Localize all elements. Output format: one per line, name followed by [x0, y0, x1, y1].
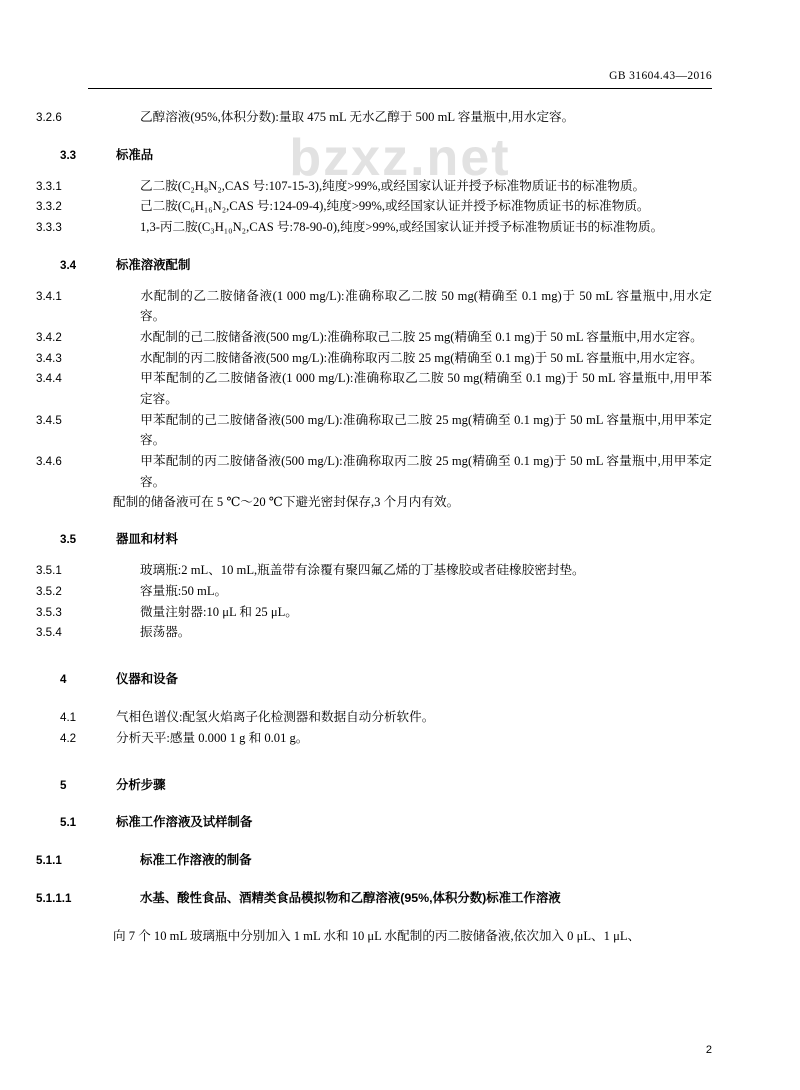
clause-number: 3.3.1	[36, 179, 62, 193]
clause-text: 玻璃瓶:2 mL、10 mL,瓶盖带有涂覆有聚四氟乙烯的丁基橡胶或者硅橡胶密封垫。	[140, 563, 585, 578]
clause-3-3-3	[36, 217, 712, 238]
clause-text: 气相色谱仪:配氢火焰离子化检测器和数据自动分析软件。	[116, 710, 435, 725]
clause-5-1-1-1-body: 向 7 个 10 mL 玻璃瓶中分别加入 1 mL 水和 10 μL 水配制的丙二胺储备液,依次加入 0 μL、1 μL、	[113, 928, 641, 943]
clause-number: 3.5.4	[36, 626, 62, 640]
clause-3-3-2	[36, 196, 712, 217]
clause-number: 5.1.1.1	[36, 891, 72, 905]
clause-text: 器皿和材料	[116, 532, 178, 547]
clause-number: 5	[60, 778, 67, 792]
clause-3-5-heading	[60, 529, 712, 550]
clause-number: 3.4.2	[36, 330, 62, 344]
clause-text: 水基、酸性食品、酒精类食品模拟物和乙醇溶液(95%,体积分数)标准工作溶液	[140, 890, 561, 905]
page-number: 2	[705, 1044, 712, 1056]
clause-number: 5.1	[60, 816, 77, 830]
clause-3-5-1	[36, 560, 712, 581]
clause-number: 3.4.5	[36, 413, 62, 427]
clause-3-4-6	[36, 451, 712, 492]
clause-5-1-1-1-heading	[36, 888, 712, 909]
clause-text: 分析步骤	[116, 777, 166, 792]
clause-text: 标准品	[116, 147, 154, 162]
clause-4-2	[60, 728, 712, 749]
clause-number: 3.4.6	[36, 454, 62, 468]
clause-number: 3.3.3	[36, 221, 62, 235]
clause-text: 甲苯配制的己二胺储备液(500 mg/L):准确称取己二胺 25 mg(精确至 0.1 mg)于 50 mL 容量瓶中,用甲苯定容。	[140, 412, 712, 448]
clause-5-1-1-heading	[36, 850, 712, 871]
clause-3-4-1	[36, 286, 712, 327]
clause-3-3-heading	[60, 145, 712, 166]
clause-text: 容量瓶:50 mL。	[140, 583, 228, 598]
clause-text: 微量注射器:10 μL 和 25 μL。	[140, 604, 298, 619]
clause-3-5-2	[36, 581, 712, 602]
clause-text: 甲苯配制的乙二胺储备液(1 000 mg/L):准确称取乙二胺 50 mg(精确至 0.1 mg)于 50 mL 容量瓶中,用甲苯定容。	[140, 371, 712, 407]
clause-number: 3.2.6	[36, 111, 62, 124]
clause-text: 1,3-丙二胺(C₃H₁₀N₂,CAS 号:78-90-0),纯度>99%,或经国家认证并授予标准物质证书的标准物质。	[140, 220, 664, 235]
clause-number: 3.4.4	[36, 372, 62, 386]
clause-number: 3.5.1	[36, 564, 62, 578]
clause-text: 标准溶液配制	[116, 257, 191, 272]
clause-3-4-4	[36, 368, 712, 409]
clause-3-4-2	[36, 327, 712, 348]
clause-number: 4	[60, 673, 67, 687]
clause-number: 3.3.2	[36, 200, 62, 214]
clause-3-5-3	[36, 602, 712, 623]
clause-text: 水配制的丙二胺储备液(500 mg/L):准确称取丙二胺 25 mg(精确至 0.1 mg)于 50 mL 容量瓶中,用水定容。	[140, 350, 703, 365]
clause-text: 标准工作溶液及试样制备	[116, 815, 253, 830]
clause-text: 己二胺(C₆H₁₆N₂,CAS 号:124-09-4),纯度>99%,或经国家认证并授予标准物质证书的标准物质。	[140, 199, 650, 214]
clause-text: 分析天平:感量 0.000 1 g 和 0.01 g。	[116, 730, 309, 745]
clause-3-4-note: 配制的储备液可在 5 ℃～20 ℃下避光密封保存,3 个月内有效。	[113, 494, 460, 509]
clause-number: 3.4	[60, 258, 77, 272]
clause-text: 仪器和设备	[116, 672, 178, 687]
clause-text: 水配制的乙二胺储备液(1 000 mg/L):准确称取乙二胺 50 mg(精确至 0.1 mg)于 50 mL 容量瓶中,用水定容。	[140, 288, 712, 324]
clause-3-4-5	[36, 410, 712, 451]
page-header	[88, 0, 712, 82]
clause-4-heading	[60, 669, 712, 690]
clause-number: 4.1	[60, 711, 77, 725]
clause-number: 3.5.2	[36, 584, 62, 598]
clause-number: 4.2	[60, 731, 77, 745]
clause-text: 振荡器。	[140, 625, 191, 640]
clause-number: 3.4.3	[36, 351, 62, 365]
clause-text: 水配制的己二胺储备液(500 mg/L):准确称取己二胺 25 mg(精确至 0.1 mg)于 50 mL 容量瓶中,用水定容。	[140, 329, 703, 344]
clause-number: 3.5.3	[36, 605, 62, 619]
clause-number: 3.3	[60, 148, 77, 162]
clause-4-1	[60, 707, 712, 728]
clause-3-2-6	[36, 107, 712, 128]
clause-text: 乙醇溶液(95%,体积分数):量取 475 mL 无水乙醇于 500 mL 容量瓶中,用水定容。	[140, 110, 575, 124]
clause-5-1-heading	[60, 812, 712, 833]
clause-text: 甲苯配制的丙二胺储备液(500 mg/L):准确称取丙二胺 25 mg(精确至 0.1 mg)于 50 mL 容量瓶中,用甲苯定容。	[140, 453, 712, 489]
clause-3-5-4	[36, 622, 712, 643]
clause-3-3-1	[36, 176, 712, 197]
clause-3-4-3	[36, 348, 712, 369]
clause-5-heading	[60, 775, 712, 796]
clause-text: 标准工作溶液的制备	[140, 853, 252, 868]
standard-code: GB 31604.43—2016	[609, 70, 712, 82]
clause-number: 3.4.1	[36, 289, 62, 303]
clause-text: 乙二胺(C₂H₈N₂,CAS 号:107-15-3),纯度>99%,或经国家认证并授予标准物质证书的标准物质。	[140, 178, 646, 193]
clause-number: 3.5	[60, 533, 77, 547]
clause-number: 5.1.1	[36, 854, 62, 868]
clause-3-4-heading	[60, 255, 712, 276]
watermark: bzxz.net	[289, 129, 511, 187]
